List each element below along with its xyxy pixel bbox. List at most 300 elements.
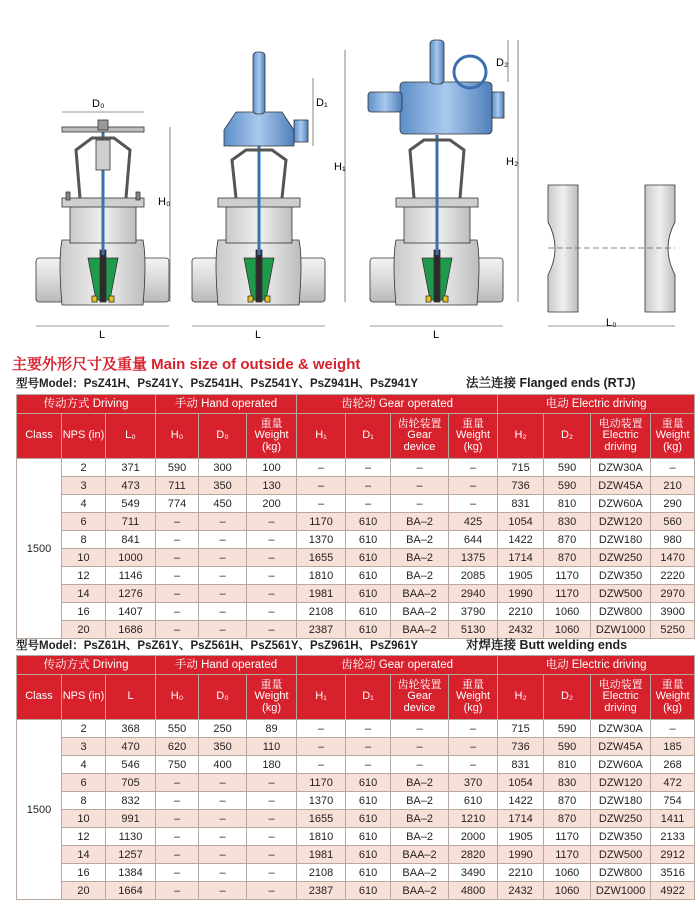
table-cell: 1060 <box>544 621 591 639</box>
table-cell: 1170 <box>544 846 591 864</box>
table-cell: 610 <box>346 513 391 531</box>
table-row <box>17 549 695 567</box>
table-cell: – <box>247 846 297 864</box>
column-header: Class <box>17 675 62 720</box>
column-header: L <box>106 675 156 720</box>
group-header-electric: 电动 Electric driving <box>498 395 695 414</box>
table-cell: DZW1000 <box>591 621 651 639</box>
table-row <box>17 477 695 495</box>
table-cell: BAA–2 <box>391 621 449 639</box>
table-cell: 870 <box>544 792 591 810</box>
table-cell: 2970 <box>651 585 695 603</box>
table-cell: DZW800 <box>591 603 651 621</box>
table-cell: 472 <box>651 774 695 792</box>
column-header: NPS (in) <box>62 414 106 459</box>
table-cell: 185 <box>651 738 695 756</box>
table-cell: – <box>156 531 199 549</box>
table-cell: – <box>156 864 199 882</box>
table-cell: 1422 <box>498 531 544 549</box>
table-cell: 610 <box>346 774 391 792</box>
table-cell: 2387 <box>297 621 346 639</box>
table-cell: 736 <box>498 738 544 756</box>
table-cell: – <box>156 603 199 621</box>
table-cell: 2000 <box>449 828 498 846</box>
column-header: D₂ <box>544 675 591 720</box>
table-cell: DZW800 <box>591 864 651 882</box>
table-cell: BA–2 <box>391 810 449 828</box>
table-cell: 2912 <box>651 846 695 864</box>
table-cell: DZW45A <box>591 738 651 756</box>
table-cell: 450 <box>199 495 247 513</box>
flanged-ends-label: 法兰连接 Flanged ends (RTJ) <box>466 376 636 390</box>
group-header-gear: 齿轮动 Gear operated <box>297 656 498 675</box>
table-cell: 4 <box>62 756 106 774</box>
table-cell: 20 <box>62 621 106 639</box>
label-d1: D₁ <box>316 97 328 109</box>
table-cell: – <box>247 828 297 846</box>
table-cell: – <box>247 864 297 882</box>
table-row <box>17 513 695 531</box>
table-cell: – <box>199 846 247 864</box>
table-row <box>17 567 695 585</box>
table-cell: DZW250 <box>591 810 651 828</box>
table-cell: – <box>199 774 247 792</box>
table-cell: 736 <box>498 477 544 495</box>
table-cell: 980 <box>651 531 695 549</box>
column-header: 重量 Weight (kg) <box>449 414 498 459</box>
table-cell: DZW180 <box>591 792 651 810</box>
table-cell: – <box>156 774 199 792</box>
table-cell: 610 <box>346 882 391 900</box>
table-cell: 12 <box>62 567 106 585</box>
group-header-driving: 传动方式 Driving <box>17 656 156 675</box>
table-cell: 991 <box>106 810 156 828</box>
table-cell: DZW60A <box>591 495 651 513</box>
table-cell: 1130 <box>106 828 156 846</box>
table-cell: 870 <box>544 549 591 567</box>
table-row <box>17 495 695 513</box>
table-cell: 830 <box>544 513 591 531</box>
table-cell: 14 <box>62 846 106 864</box>
column-header: 电动装置 Electric driving <box>591 675 651 720</box>
table-cell: – <box>199 792 247 810</box>
table-cell: 1257 <box>106 846 156 864</box>
table-cell: 14 <box>62 585 106 603</box>
table-row <box>17 720 695 738</box>
table-cell: DZW1000 <box>591 882 651 900</box>
table-cell: 1000 <box>106 549 156 567</box>
table-cell: 2387 <box>297 882 346 900</box>
butt-welding-ends-label: 对焊连接 Butt welding ends <box>466 638 628 652</box>
table-cell: – <box>346 477 391 495</box>
butt-weld-size-table <box>16 655 695 900</box>
table-cell: 2 <box>62 720 106 738</box>
table-cell: 2210 <box>498 864 544 882</box>
table-cell: – <box>297 720 346 738</box>
table-cell: 715 <box>498 459 544 477</box>
table-cell: 20 <box>62 882 106 900</box>
table-cell: 1422 <box>498 792 544 810</box>
table-row <box>17 792 695 810</box>
table-cell: 1054 <box>498 513 544 531</box>
table-cell: 1170 <box>297 774 346 792</box>
table-cell: 1810 <box>297 567 346 585</box>
table-cell: 470 <box>106 738 156 756</box>
label-h1: H₁ <box>334 161 346 173</box>
table-cell: 610 <box>346 531 391 549</box>
table-cell: 1905 <box>498 828 544 846</box>
column-header: H₂ <box>498 414 544 459</box>
column-header: 电动装置 Electric driving <box>591 414 651 459</box>
table-cell: 754 <box>651 792 695 810</box>
table-cell: – <box>156 882 199 900</box>
table-cell: 5130 <box>449 621 498 639</box>
table-cell: – <box>156 513 199 531</box>
table-row <box>17 846 695 864</box>
table-cell: 2108 <box>297 603 346 621</box>
table-cell: 210 <box>651 477 695 495</box>
flanged-size-table <box>16 394 695 639</box>
table-cell: – <box>297 756 346 774</box>
column-header: D₀ <box>199 414 247 459</box>
table-cell: 473 <box>106 477 156 495</box>
column-header: 重量 Weight (kg) <box>449 675 498 720</box>
table-cell: 1060 <box>544 882 591 900</box>
gear-operated-valve <box>192 52 325 305</box>
table-cell: DZW120 <box>591 513 651 531</box>
table-cell: BA–2 <box>391 792 449 810</box>
table-row <box>17 756 695 774</box>
table-cell: DZW500 <box>591 846 651 864</box>
table-cell: 2133 <box>651 828 695 846</box>
table-cell: – <box>156 567 199 585</box>
table-cell: – <box>391 720 449 738</box>
column-header: L₀ <box>106 414 156 459</box>
table-cell: 590 <box>544 720 591 738</box>
table-row <box>17 603 695 621</box>
table-cell: – <box>199 549 247 567</box>
table-cell: 560 <box>651 513 695 531</box>
table-cell: – <box>199 603 247 621</box>
table-cell: 3490 <box>449 864 498 882</box>
group-header-hand: 手动 Hand operated <box>156 656 297 675</box>
table-cell: BAA–2 <box>391 585 449 603</box>
table-cell: 750 <box>156 756 199 774</box>
class-cell: 1500 <box>17 459 62 639</box>
table-cell: 350 <box>199 477 247 495</box>
table-cell: – <box>199 828 247 846</box>
table-cell: 425 <box>449 513 498 531</box>
table-row <box>17 585 695 603</box>
table-cell: – <box>247 810 297 828</box>
table-cell: 590 <box>544 477 591 495</box>
table-cell: 610 <box>346 810 391 828</box>
table-cell: 1990 <box>498 846 544 864</box>
column-header: D₂ <box>544 414 591 459</box>
table-row <box>17 882 695 900</box>
table-cell: 610 <box>346 828 391 846</box>
column-header: 重量 Weight (kg) <box>651 675 695 720</box>
table-cell: DZW30A <box>591 459 651 477</box>
table-cell: 610 <box>346 603 391 621</box>
table-cell: 1810 <box>297 828 346 846</box>
table-cell: 2432 <box>498 882 544 900</box>
label-l-hand: L <box>99 329 106 341</box>
label-l-elec: L <box>433 329 440 341</box>
table-cell: 1990 <box>498 585 544 603</box>
table-cell: – <box>346 495 391 513</box>
table-cell: 1170 <box>297 513 346 531</box>
table-cell: 6 <box>62 774 106 792</box>
table-cell: – <box>449 495 498 513</box>
table-cell: 610 <box>346 567 391 585</box>
table-cell: 368 <box>106 720 156 738</box>
column-header: D₁ <box>346 675 391 720</box>
table-cell: 8 <box>62 792 106 810</box>
table-cell: – <box>346 756 391 774</box>
table-cell: 711 <box>156 477 199 495</box>
table-cell: 610 <box>346 585 391 603</box>
table-cell: 1170 <box>544 585 591 603</box>
table-cell: 1905 <box>498 567 544 585</box>
table-cell: – <box>346 738 391 756</box>
table-cell: 715 <box>498 720 544 738</box>
table-cell: BAA–2 <box>391 864 449 882</box>
label-d2: D₂ <box>496 57 509 69</box>
model-line-butt-weld: 型号Model：PsZ61H、PsZ61Y、PsZ561H、PsZ561Y、PsZ961H、PsZ961Y <box>16 640 419 652</box>
table-cell: 12 <box>62 828 106 846</box>
table-cell: 130 <box>247 477 297 495</box>
flange-end-views <box>548 185 675 312</box>
table-cell: 268 <box>651 756 695 774</box>
column-header: 齿轮装置 Gear device <box>391 675 449 720</box>
table-cell: 810 <box>544 756 591 774</box>
table-cell: 810 <box>544 495 591 513</box>
table-cell: 590 <box>156 459 199 477</box>
table-cell: DZW60A <box>591 756 651 774</box>
table-cell: 290 <box>651 495 695 513</box>
table-cell: – <box>247 549 297 567</box>
table-cell: 2940 <box>449 585 498 603</box>
column-header: 重量 Weight (kg) <box>247 675 297 720</box>
column-header: 齿轮装置 Gear device <box>391 414 449 459</box>
column-header: H₀ <box>156 414 199 459</box>
table-cell: – <box>199 567 247 585</box>
table-cell: DZW120 <box>591 774 651 792</box>
table-cell: 1981 <box>297 585 346 603</box>
table-cell: DZW250 <box>591 549 651 567</box>
table-cell: 16 <box>62 864 106 882</box>
table-cell: 371 <box>106 459 156 477</box>
table-cell: – <box>391 459 449 477</box>
table-cell: – <box>247 603 297 621</box>
table-cell: – <box>297 477 346 495</box>
table-cell: – <box>297 459 346 477</box>
table-cell: – <box>449 459 498 477</box>
table-cell: DZW45A <box>591 477 651 495</box>
group-header-gear: 齿轮动 Gear operated <box>297 395 498 414</box>
table-cell: 610 <box>346 549 391 567</box>
table-cell: 2210 <box>498 603 544 621</box>
table-cell: BAA–2 <box>391 846 449 864</box>
table-cell: BA–2 <box>391 513 449 531</box>
table-cell: – <box>346 720 391 738</box>
table-row <box>17 531 695 549</box>
table-cell: – <box>449 720 498 738</box>
table-cell: – <box>156 585 199 603</box>
table-cell: 549 <box>106 495 156 513</box>
label-l0: L₀ <box>606 317 617 329</box>
table-cell: – <box>391 495 449 513</box>
table-cell: 1655 <box>297 549 346 567</box>
table-cell: BA–2 <box>391 774 449 792</box>
table-cell: BAA–2 <box>391 882 449 900</box>
table-cell: 16 <box>62 603 106 621</box>
table-cell: 610 <box>346 792 391 810</box>
column-header: D₁ <box>346 414 391 459</box>
table-cell: – <box>247 531 297 549</box>
electric-operated-valve <box>368 40 504 305</box>
table-cell: 1276 <box>106 585 156 603</box>
table-cell: – <box>199 585 247 603</box>
table-cell: BA–2 <box>391 828 449 846</box>
table-cell: 3790 <box>449 603 498 621</box>
table-cell: 620 <box>156 738 199 756</box>
table-cell: – <box>346 459 391 477</box>
table-cell: – <box>156 549 199 567</box>
table-cell: 250 <box>199 720 247 738</box>
table-row <box>17 810 695 828</box>
table-row <box>17 459 695 477</box>
column-header: 重量 Weight (kg) <box>247 414 297 459</box>
table-cell: – <box>199 621 247 639</box>
table-cell: – <box>651 720 695 738</box>
table-cell: 1714 <box>498 549 544 567</box>
table-cell: – <box>247 792 297 810</box>
label-l-gear: L <box>255 329 262 341</box>
table-cell: 1664 <box>106 882 156 900</box>
table-cell: 110 <box>247 738 297 756</box>
group-header-electric: 电动 Electric driving <box>498 656 695 675</box>
table-cell: DZW30A <box>591 720 651 738</box>
table-cell: 1375 <box>449 549 498 567</box>
table-cell: 1060 <box>544 864 591 882</box>
table-cell: 610 <box>346 621 391 639</box>
table-cell: 832 <box>106 792 156 810</box>
table-cell: DZW350 <box>591 828 651 846</box>
table-cell: DZW180 <box>591 531 651 549</box>
table-cell: 1060 <box>544 603 591 621</box>
table-cell: 89 <box>247 720 297 738</box>
hand-operated-valve <box>36 120 169 305</box>
table-cell: – <box>247 621 297 639</box>
table-cell: 1981 <box>297 846 346 864</box>
table-cell: 350 <box>199 738 247 756</box>
table-cell: 774 <box>156 495 199 513</box>
table-cell: 5250 <box>651 621 695 639</box>
table-cell: 180 <box>247 756 297 774</box>
table-cell: 830 <box>544 774 591 792</box>
table-cell: 705 <box>106 774 156 792</box>
model-line-flanged: 型号Model：PsZ41H、PsZ41Y、PsZ541H、PsZ541Y、PsZ941H、PsZ941Y <box>16 378 419 390</box>
table-cell: 2220 <box>651 567 695 585</box>
table-cell: – <box>156 810 199 828</box>
table-cell: 3516 <box>651 864 695 882</box>
table-row <box>17 828 695 846</box>
table-row <box>17 774 695 792</box>
table-cell: 200 <box>247 495 297 513</box>
table-cell: 2 <box>62 459 106 477</box>
table-cell: 2108 <box>297 864 346 882</box>
table-cell: 100 <box>247 459 297 477</box>
table-cell: BA–2 <box>391 549 449 567</box>
table-cell: BA–2 <box>391 531 449 549</box>
table-cell: 841 <box>106 531 156 549</box>
table-cell: – <box>651 459 695 477</box>
table-cell: 10 <box>62 549 106 567</box>
table-cell: – <box>199 810 247 828</box>
table-cell: 1411 <box>651 810 695 828</box>
table-cell: – <box>297 738 346 756</box>
column-header: H₂ <box>498 675 544 720</box>
table-cell: 4800 <box>449 882 498 900</box>
table-cell: – <box>156 846 199 864</box>
table-cell: 1384 <box>106 864 156 882</box>
table-cell: 1210 <box>449 810 498 828</box>
table-cell: 1686 <box>106 621 156 639</box>
table-cell: – <box>199 531 247 549</box>
table-cell: DZW500 <box>591 585 651 603</box>
table-cell: 1054 <box>498 774 544 792</box>
table-cell: 831 <box>498 756 544 774</box>
table-cell: 711 <box>106 513 156 531</box>
table-cell: – <box>247 882 297 900</box>
table-cell: 870 <box>544 810 591 828</box>
table-cell: 1170 <box>544 828 591 846</box>
table-cell: 1470 <box>651 549 695 567</box>
table-cell: 1170 <box>544 567 591 585</box>
table-cell: – <box>156 792 199 810</box>
table-cell: – <box>199 864 247 882</box>
column-header: Class <box>17 414 62 459</box>
table-cell: DZW350 <box>591 567 651 585</box>
column-header: H₀ <box>156 675 199 720</box>
class-cell: 1500 <box>17 720 62 900</box>
table-cell: – <box>391 738 449 756</box>
table-cell: 400 <box>199 756 247 774</box>
table-cell: 1655 <box>297 810 346 828</box>
table-cell: 644 <box>449 531 498 549</box>
table-cell: 550 <box>156 720 199 738</box>
table-cell: 590 <box>544 459 591 477</box>
table-cell: 610 <box>449 792 498 810</box>
group-header-driving: 传动方式 Driving <box>17 395 156 414</box>
table-cell: – <box>449 477 498 495</box>
table-row <box>17 864 695 882</box>
table-cell: 1146 <box>106 567 156 585</box>
table-cell: 300 <box>199 459 247 477</box>
table-cell: 2820 <box>449 846 498 864</box>
label-d0: D₀ <box>92 98 105 110</box>
table-cell: – <box>199 513 247 531</box>
table-cell: – <box>449 738 498 756</box>
table-cell: 3 <box>62 477 106 495</box>
table-cell: BA–2 <box>391 567 449 585</box>
table-cell: 1714 <box>498 810 544 828</box>
table-cell: 2432 <box>498 621 544 639</box>
table-cell: 4 <box>62 495 106 513</box>
table-cell: 590 <box>544 738 591 756</box>
